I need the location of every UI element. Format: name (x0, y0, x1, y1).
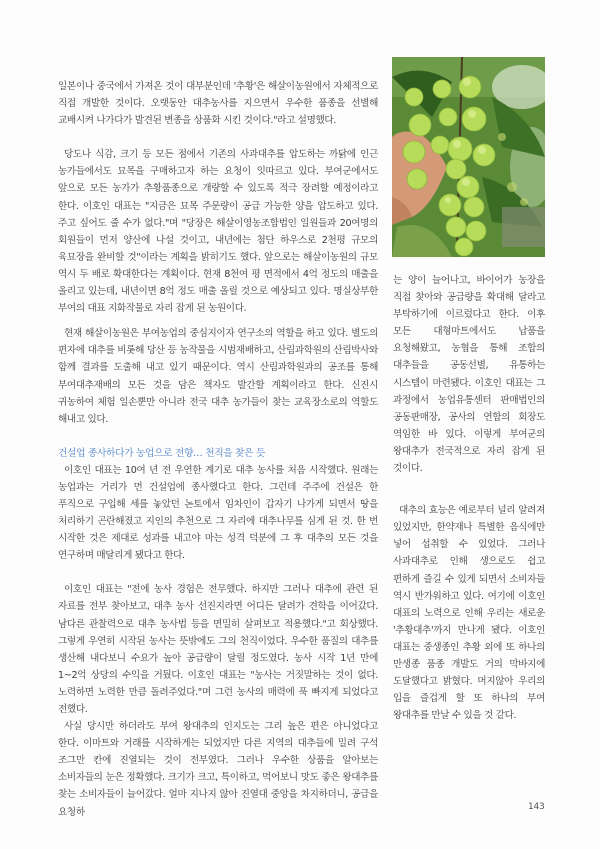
paragraph-3: 현재 해살이농원은 부여농업의 중심지이자 연구소의 역할을 하고 있다. 별도의 편자에 대추를 비롯해 당산 등 농작물을 시범재배하고, 산림과학원의 산림박사와 함께 결과를 도출해 내고 있기 때문이다. 역시 산림과학원과의 공조를 통해 부여대추재배의 모든 것을 담은 책자도 발간할 계획이라고 한다. 신진시 귀농하여 체험 일손뿐만 아니라 전국 대추 농가들이 찾는 교육장소로의 역할도 해내고 있다. (58, 328, 378, 425)
section-subheading: 건설업 종사하다가 농업으로 전향… 천직을 찾은 듯 (58, 447, 265, 459)
jujube-photo (392, 57, 545, 257)
paragraph-5: 이호인 대표는 "전에 농사 경험은 전무했다. 하지만 그러나 대추에 관련 된 자료를 전부 찾아보고, 대추 농사 선진지라면 어디든 달려가 견학을 이어갔다. 남다른 관찰력으로 대추 농사법 등을 면밀히 살펴보고 적용했다."고 회상했다. 그렇게 우연히 시작된 농사는 뜻밖에도 그의 천직이었다. 우수한 품질의 대추를 생산해 내다보니 수요가 높아 공급량이 달릴 정도였다. 농사 시작 1년 만에 1~2억 상당의 수익을 거뒀다. 이호인 대표는 "농사는 거짓말하는 것이 없다. 노력하면 노력한 만큼 돌려주었다."며 그런 농사의 매력에 푹 빠지게 되었다고 전했다. (58, 584, 378, 715)
paragraph-4: 이호인 대표는 10여 년 전 우연한 계기로 대추 농사를 처음 시작했다. 원래는 농업과는 거리가 먼 건설업에 종사했다고 한다. 그런데 주주에 건설은 한 푸직으로 구입해 세를 놓았던 논토에서 임차인이 갑자기 나가게 되면서 땅을 처리하기 곤란해졌고 지인의 추천으로 그 자리에 대추나무를 심게 된 것. 한 번 시작한 것은 제대로 성과를 내고야 마는 성격 덕분에 그 후 대추의 모든 것을 연구하며 매달리게 됐다고 한다. (58, 464, 378, 562)
paragraph-2: 당도나 식감, 크기 등 모든 점에서 기존의 사과대추를 압도하는 까닭에 인근 농가들에서도 묘목을 구매하고자 하는 요청이 잇따르고 있다. 부여군에서도 앞으로 모든 농가가 추황품종으로 개량할 수 있도록 적극 장려할 예정이라고 한다. 이호인 대표는 "지금은 묘목 주문량이 공급 가능한 양을 압도하고 있다. 주고 싶어도 줄 수가 없다."며 "당장은 해살이영농조합법인 일원들과 20여명의 회원들이 먼저 양산에 나설 것이고, 내년에는 첨단 하우스로 2천평 규모의 육묘장을 완비할 것"이라는 계획을 밝히기도 했다. 앞으로는 해살이농원의 규모 역시 두 배로 확대한다는 계획이다. 현재 8천여 평 면적에서 4억 정도의 매출을 올리고 있는데, 내년이면 8억 정도 매출 올릴 것으로 예상되고 있다. 명실상부한 부여의 대표 지화작물로 자리 잡게 된 농원이다. (58, 149, 378, 315)
paragraph-6: 사실 당시만 하더라도 부여 왕대추의 인지도는 그리 높은 편은 아니었다고 한다. 이마트와 거래를 시작하게는 되었지만 다른 지역의 대추들에 밀려 구석 조그만 칸에 진열되는 것이 전부였다. 그러나 우수한 상품을 알아보는 소비자들의 눈은 정확했다. 크기가 크고, 특이하고, 먹어보니 맛도 좋은 왕대추를 찾는 소비자들이 늘어갔다. 얼마 지나지 않아 진열대 중앙을 차지하더니, 공급을 요청하 (58, 721, 378, 818)
left-column (58, 78, 378, 821)
paragraph-8: 대추의 효능은 예로부터 널리 알려져 있었지만, 한약재나 특별한 음식에만 넣어 섭취할 수 있었다. 그러나 사과대추로 인해 생으로도 쉽고 편하게 즐길 수 있게 되면서 소비자들 역시 반가워하고 있다. 여기에 이호인 대표의 노력으로 인해 우리는 새로운 '추황대추'까지 만나게 됐다. 이호인 대표는 중생종인 추황 외에 또 하나의 만생종 품종 개발도 거의 막바지에 도달했다고 밝혔다. 머지않아 우리의 입을 즐겁게 할 또 하나의 부여 왕대추를 만날 수 있을 것 같다. (393, 505, 545, 722)
page-number: 143 (528, 802, 545, 812)
right-column (393, 272, 545, 724)
paragraph-1: 일본이나 중국에서 가져온 것이 대부분인데 '추황'은 해살이농원에서 자체적으로 직접 개발한 것이다. 오랫동안 대추농사를 지으면서 우수한 품종을 선별해 교배시켜 나가다가 발견된 변종을 상품화 시킨 것이다."라고 설명했다. (58, 81, 378, 127)
paragraph-7: 는 양이 늘어나고, 바이어가 농장을 직접 찾아와 공급량을 확대해 달라고 부탁하기에 이르렀다고 한다. 이후 모든 대형마트에서도 납품을 요청해왔고, 농협을 통해 조합의 대추들을 공동선별, 유통하는 시스템이 마련됐다. 이호인 대표는 그 과정에서 농업유통센터 판매법인의 공동판매장, 공사의 연합의 회장도 역임한 바 있다. 이렇게 부여군의 왕대추가 전국적으로 자리 잡게 된 것이다. (393, 275, 545, 475)
jujube-cluster-illustration (392, 57, 545, 257)
